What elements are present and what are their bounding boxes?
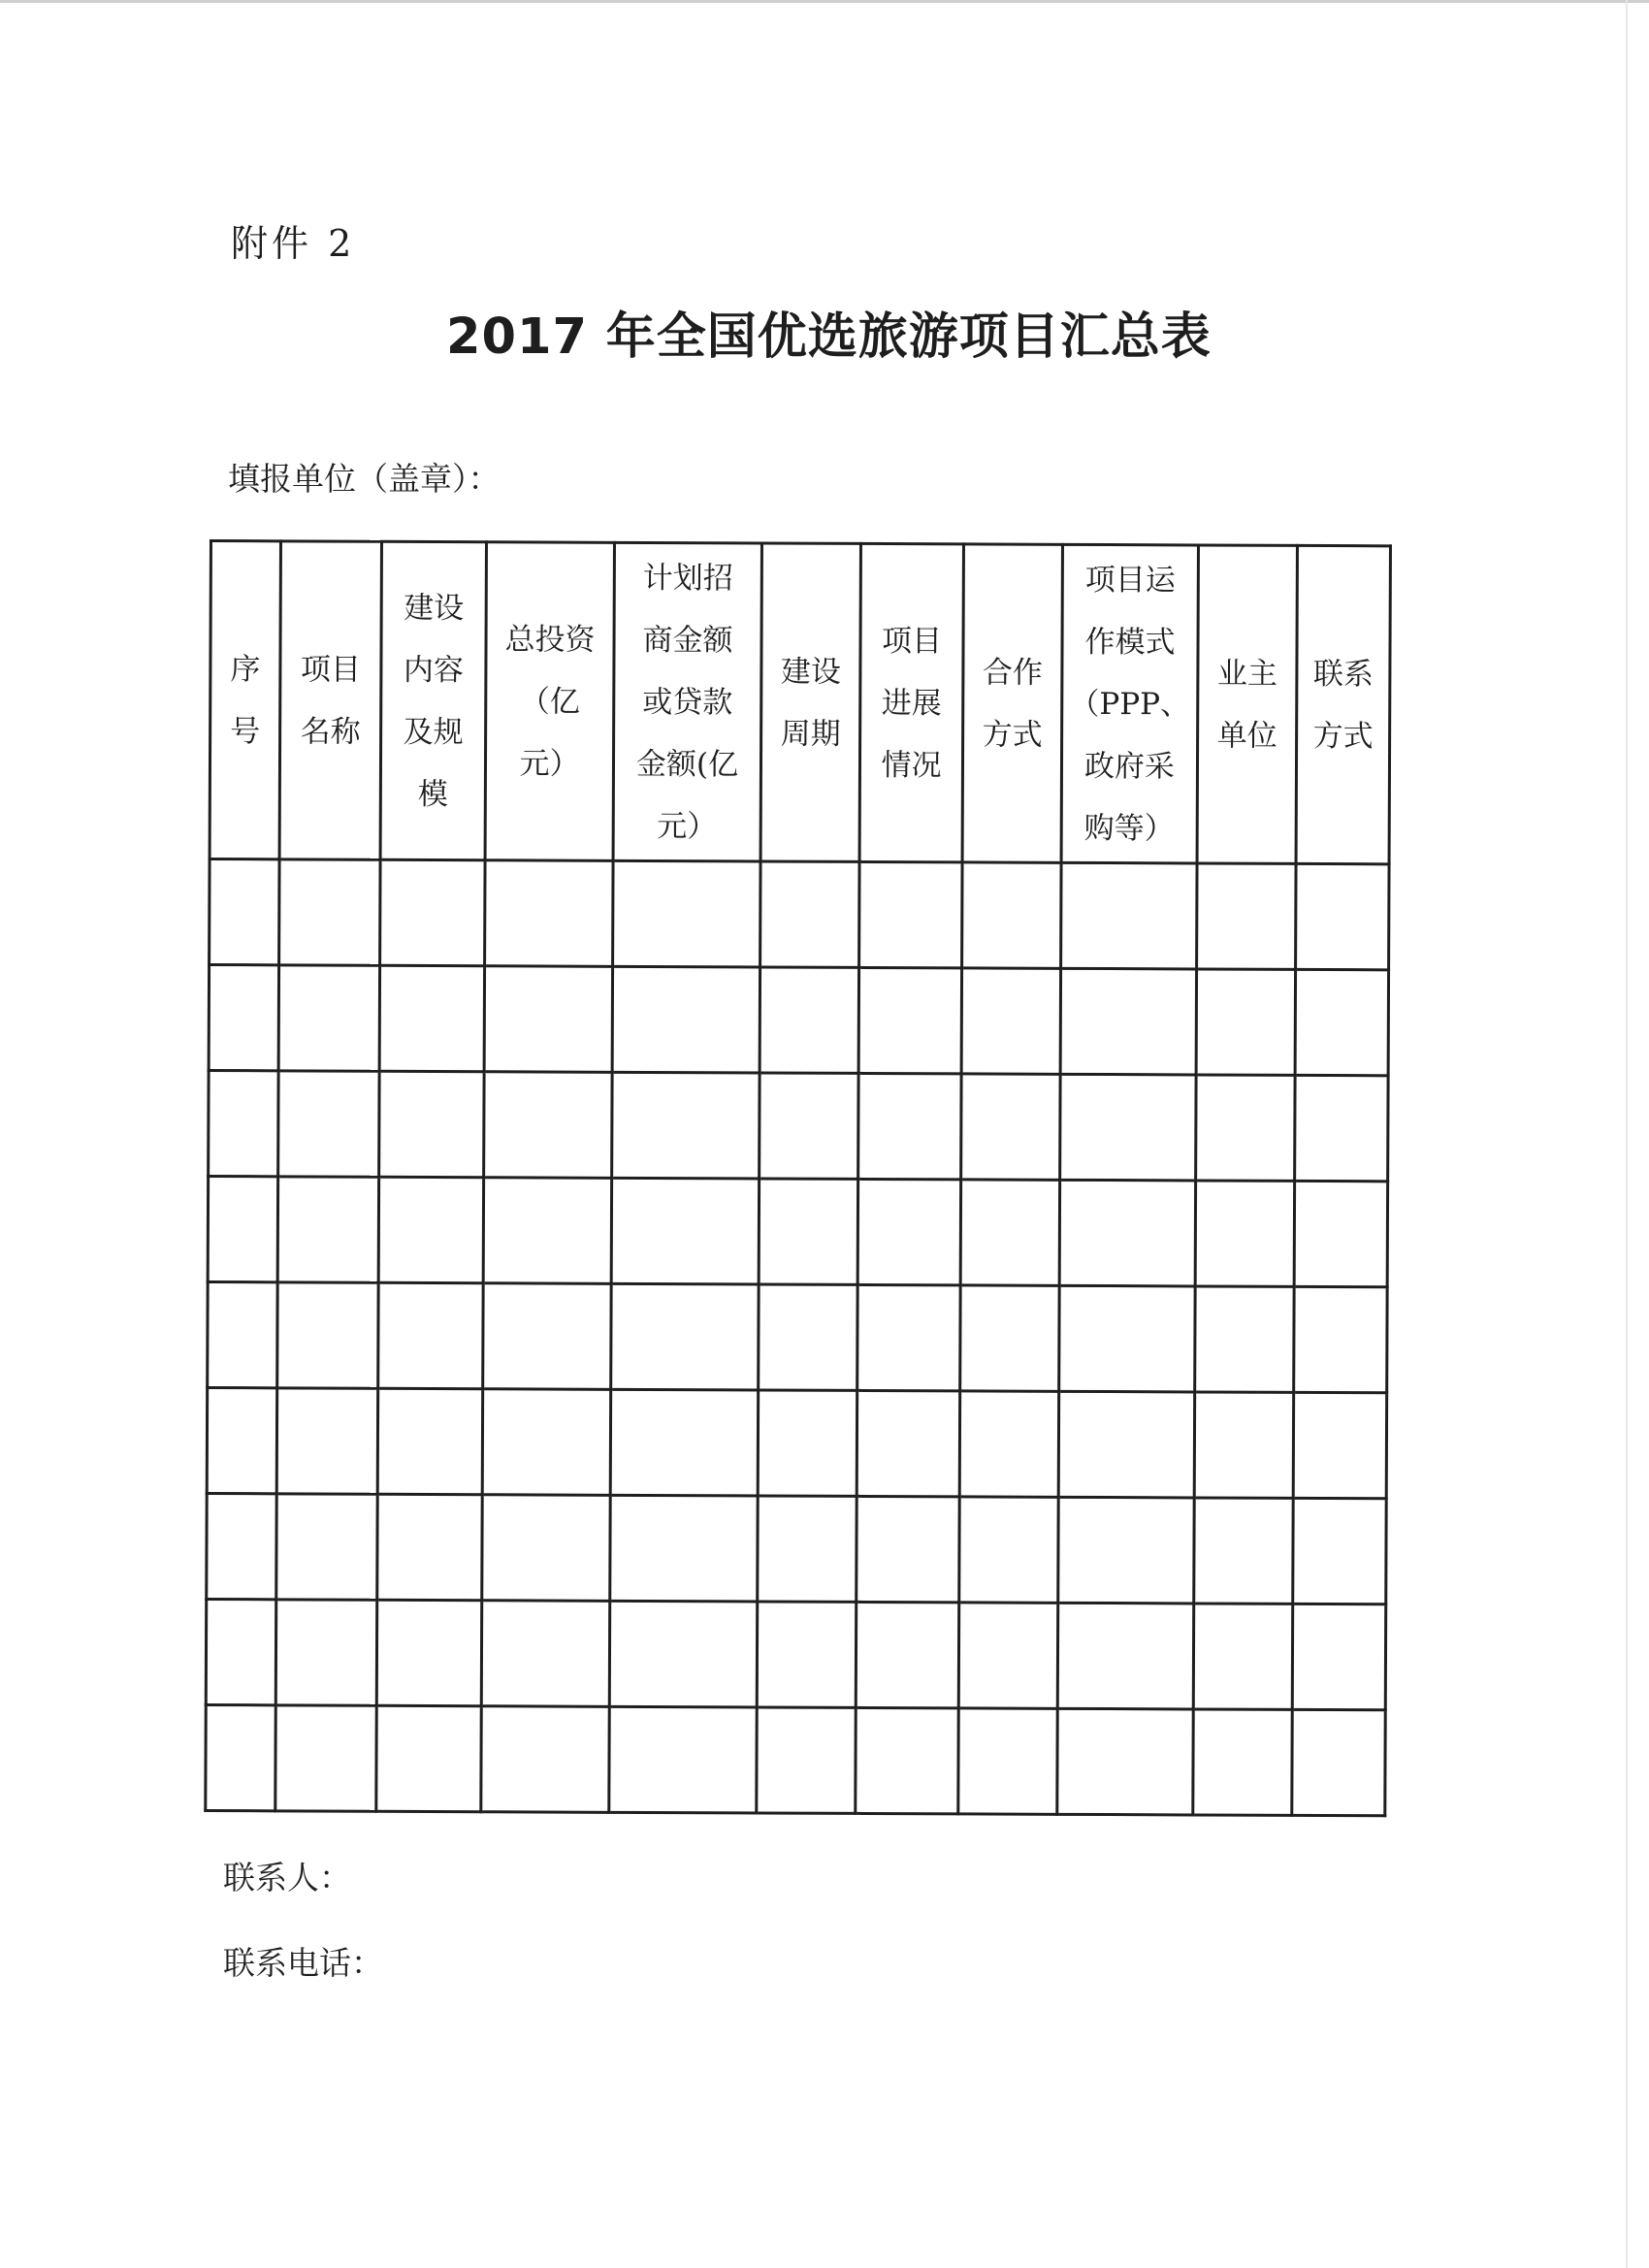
table-cell[interactable] — [1197, 863, 1296, 969]
table-cell[interactable] — [611, 1283, 759, 1390]
table-cell[interactable] — [484, 1072, 612, 1179]
table-cell[interactable] — [277, 1177, 378, 1282]
table-cell[interactable] — [1058, 1391, 1194, 1498]
table-cell[interactable] — [206, 1704, 275, 1810]
table-cell[interactable] — [758, 1496, 857, 1602]
table-cell[interactable] — [760, 861, 859, 967]
col-header-label: 合作 方式 — [982, 654, 1043, 753]
table-cell[interactable] — [207, 1493, 276, 1599]
table-cell[interactable] — [376, 1600, 481, 1705]
table-row — [207, 1493, 1386, 1604]
table-cell[interactable] — [206, 1599, 275, 1704]
table-cell[interactable] — [481, 1706, 609, 1813]
table-cell[interactable] — [612, 1072, 760, 1179]
col-header-operation-model — [1061, 544, 1198, 863]
table-cell[interactable] — [610, 1389, 758, 1496]
table-cell[interactable] — [1295, 969, 1388, 1075]
table-cell[interactable] — [207, 1387, 276, 1493]
table-cell[interactable] — [278, 965, 379, 1071]
attachment-label: 附件 2 — [231, 222, 356, 265]
table-cell[interactable] — [1060, 1074, 1196, 1181]
table-cell[interactable] — [758, 1390, 857, 1496]
table-cell[interactable] — [1193, 1604, 1292, 1709]
table-cell[interactable] — [210, 859, 279, 965]
col-header-construction-period — [760, 543, 860, 861]
table-row — [210, 859, 1389, 970]
table-row — [206, 1704, 1385, 1815]
table-cell[interactable] — [377, 1388, 482, 1494]
col-header-label: 联系 方式 — [1312, 656, 1374, 754]
table-cell[interactable] — [960, 1180, 1059, 1285]
table-cell[interactable] — [377, 1494, 482, 1600]
table-cell[interactable] — [275, 1705, 376, 1811]
col-header-label: 序 号 — [230, 651, 261, 749]
table-cell[interactable] — [958, 1708, 1057, 1814]
table-cell[interactable] — [609, 1601, 757, 1707]
col-header-label: 计划招 商金额 或贷款 金额(亿 元） — [635, 560, 739, 844]
table-cell[interactable] — [857, 1284, 960, 1390]
table-cell[interactable] — [1294, 1286, 1387, 1392]
table-cell[interactable] — [760, 1073, 858, 1179]
table-cell[interactable] — [759, 1284, 857, 1390]
table-cell[interactable] — [856, 1707, 958, 1813]
table-cell[interactable] — [485, 860, 613, 967]
table-cell[interactable] — [612, 966, 760, 1073]
table-cell[interactable] — [379, 965, 484, 1071]
col-header-cooperation-mode — [962, 544, 1062, 862]
table-cell[interactable] — [482, 1389, 610, 1496]
table-cell[interactable] — [380, 859, 485, 965]
table-cell[interactable] — [276, 1388, 377, 1494]
col-header-total-investment — [485, 542, 614, 861]
table-cell[interactable] — [482, 1495, 610, 1602]
col-header-label: 建设 周期 — [780, 654, 841, 752]
table-cell[interactable] — [759, 1179, 857, 1284]
table-body — [206, 859, 1389, 1816]
scan-edge-right — [1626, 0, 1628, 2268]
table-cell[interactable] — [856, 1602, 958, 1707]
col-header-contact — [1296, 545, 1390, 863]
table-cell[interactable] — [757, 1707, 856, 1813]
table-cell[interactable] — [1057, 1708, 1193, 1815]
col-header-label: 项目 名称 — [300, 651, 361, 750]
table-cell[interactable] — [279, 859, 380, 965]
reporting-unit-label: 填报单位（盖章）： — [228, 460, 501, 498]
table-cell[interactable] — [858, 1073, 961, 1179]
table-cell[interactable] — [958, 1603, 1057, 1708]
table-cell[interactable] — [1058, 1497, 1194, 1604]
col-header-label: 业主 单位 — [1216, 656, 1277, 754]
table-row — [209, 1071, 1388, 1182]
col-header-label: 项目 进展 情况 — [881, 623, 943, 783]
table-cell[interactable] — [1059, 1180, 1195, 1286]
table-cell[interactable] — [609, 1706, 757, 1813]
table-cell[interactable] — [378, 1282, 483, 1388]
table-row — [208, 1281, 1387, 1392]
col-header-label: 建设 内容 及规 模 — [403, 590, 465, 812]
table-cell[interactable] — [1293, 1498, 1386, 1604]
col-header-planned-funding — [613, 542, 761, 861]
table-row — [208, 1177, 1387, 1287]
table-cell[interactable] — [959, 1391, 1058, 1497]
table-cell[interactable] — [961, 1074, 1060, 1180]
col-header-label: 总投资 （亿 元） — [504, 621, 596, 782]
table-cell[interactable] — [1195, 1286, 1294, 1392]
table-cell[interactable] — [858, 967, 961, 1073]
table-cell[interactable] — [1296, 863, 1389, 969]
table-cell[interactable] — [1292, 1709, 1385, 1815]
col-header-serial — [210, 541, 280, 859]
table-cell[interactable] — [857, 1390, 959, 1496]
table-header-row — [210, 541, 1390, 864]
table-cell[interactable] — [757, 1602, 856, 1707]
table-cell[interactable] — [1194, 1498, 1293, 1604]
page-title: 2017 年全国优选旅游项目汇总表 — [446, 308, 1212, 366]
table-cell[interactable] — [481, 1601, 609, 1707]
table-cell[interactable] — [376, 1705, 481, 1811]
table-cell[interactable] — [1060, 968, 1196, 1075]
table-cell[interactable] — [961, 968, 1060, 1074]
table-cell[interactable] — [1193, 1709, 1292, 1815]
table-cell[interactable] — [483, 1178, 611, 1284]
table-cell[interactable] — [859, 861, 962, 967]
table-cell[interactable] — [1295, 1075, 1388, 1181]
col-header-project-name — [279, 541, 381, 859]
col-header-construction-scope — [380, 541, 486, 859]
table-cell[interactable] — [276, 1494, 377, 1600]
table-cell[interactable] — [208, 1281, 277, 1387]
table-row — [207, 1387, 1386, 1498]
table-cell[interactable] — [278, 1071, 379, 1177]
table-row — [209, 965, 1388, 1076]
scan-edge-top — [0, 0, 1649, 3]
table-cell[interactable] — [611, 1178, 759, 1284]
table-cell[interactable] — [483, 1283, 611, 1390]
table-cell[interactable] — [275, 1600, 376, 1705]
table-cell[interactable] — [613, 860, 760, 967]
table-cell[interactable] — [610, 1495, 758, 1602]
table-cell[interactable] — [857, 1179, 960, 1284]
summary-table-container — [204, 539, 1389, 1815]
contact-phone-label: 联系电话： — [223, 1944, 383, 1982]
table-row — [206, 1599, 1385, 1709]
table-cell[interactable] — [378, 1177, 483, 1282]
table-cell[interactable] — [379, 1071, 484, 1177]
table-cell[interactable] — [484, 966, 612, 1073]
table-cell[interactable] — [1292, 1604, 1385, 1709]
table-cell[interactable] — [1293, 1392, 1386, 1498]
table-cell[interactable] — [962, 862, 1061, 968]
col-header-label: 项目运 作模式 （PPP、 政府采 购等） — [1069, 562, 1191, 846]
col-header-owner-unit — [1197, 545, 1297, 863]
col-header-progress — [859, 543, 963, 861]
table-cell[interactable] — [1057, 1603, 1193, 1709]
table-cell[interactable] — [857, 1496, 959, 1602]
project-summary-table — [204, 539, 1392, 1817]
table-cell[interactable] — [1194, 1392, 1293, 1498]
table-cell[interactable] — [208, 1177, 277, 1282]
table-cell[interactable] — [760, 967, 858, 1073]
table-cell[interactable] — [1196, 969, 1295, 1075]
table-cell[interactable] — [1196, 1075, 1295, 1181]
table-cell[interactable] — [1061, 862, 1197, 969]
table-cell[interactable] — [1195, 1181, 1294, 1286]
contact-person-label: 联系人： — [223, 1859, 351, 1896]
table-cell[interactable] — [277, 1282, 378, 1388]
table-cell[interactable] — [1294, 1181, 1387, 1286]
table-cell[interactable] — [959, 1497, 1058, 1603]
table-cell[interactable] — [1059, 1285, 1195, 1392]
table-cell[interactable] — [209, 1071, 278, 1177]
table-cell[interactable] — [960, 1285, 1059, 1391]
table-cell[interactable] — [209, 965, 278, 1071]
